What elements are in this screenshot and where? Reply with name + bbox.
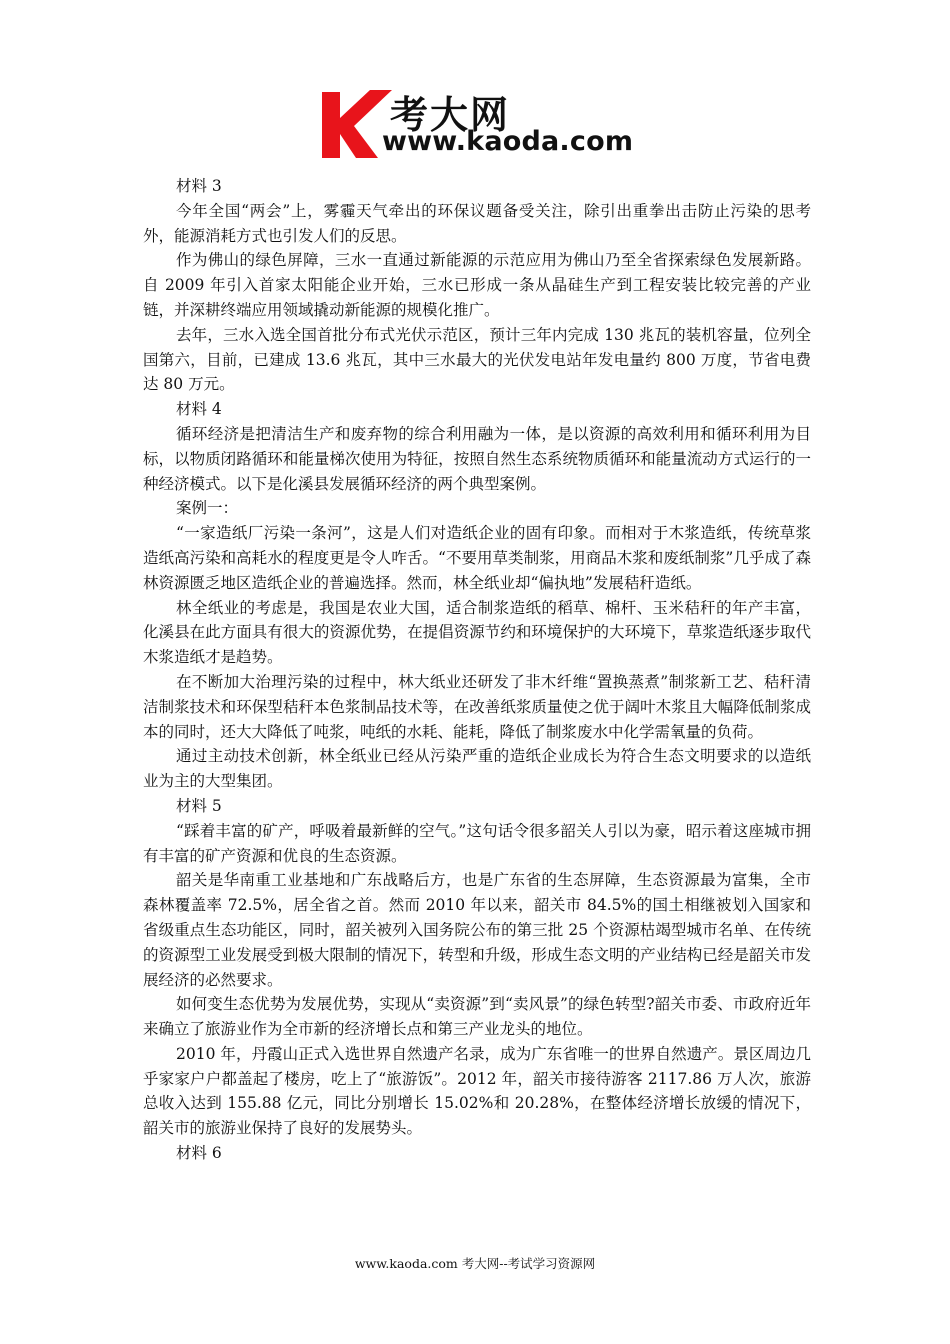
paragraph: 如何变生态优势为发展优势，实现从“卖资源”到“卖风景”的绿色转型?韶关市委、市政府近年来确立了旅游业作为全市新的经济增长点和第三产业龙头的地位。 <box>143 995 811 1039</box>
paragraph: 通过主动技术创新，林全纸业已经从污染严重的造纸企业成长为符合生态文明要求的以造纸业为主的大型集团。 <box>143 747 811 791</box>
logo-chinese-name: 考大网 <box>390 93 511 137</box>
document-body <box>143 174 811 1166</box>
paragraph: 韶关是华南重工业基地和广东战略后方，也是广东省的生态屏障，生态资源最为富集，全市森林覆盖率 72.5%，居全省之首。然而 2010 年以来，韶关市 84.5%的国土相继被划入国家和省级重点生态功能区，同时，韶关被列入国务院公布的第三批 25 个资源枯竭型城市名单、在传统的资源型工业发展受到极大限制的情况下，转型和升级，形成生态文明的产业结构已经是韶关市发展经济的必然要求。 <box>143 871 811 989</box>
page-footer: www.kaoda.com 考大网--考试学习资源网 <box>354 1256 596 1271</box>
paragraph: “一家造纸厂污染一条河”，这是人们对造纸企业的固有印象。而相对于木浆造纸，传统草浆造纸高污染和高耗水的程度更是令人咋舌。“不要用草类制浆，用商品木浆和废纸制浆”几乎成了森林资源匮乏地区造纸企业的普遍选择。然而，林全纸业却“偏执地”发展秸秆造纸。 <box>143 524 811 592</box>
paragraph: “踩着丰富的矿产，呼吸着最新鲜的空气。”这句话令很多韶关人引以为豪，昭示着这座城市拥有丰富的矿产资源和优良的生态资源。 <box>143 821 811 865</box>
section-heading-material-5: 材料 5 <box>176 796 222 815</box>
paragraph: 林全纸业的考虑是，我国是农业大国，适合制浆造纸的稻草、棉杆、玉米秸秆的年产丰富，化溪县在此方面具有很大的资源优势，在提倡资源节约和环境保护的大环境下，草浆造纸逐步取代木浆造纸才是趋势。 <box>143 598 811 667</box>
section-heading-material-3: 材料 3 <box>176 177 222 195</box>
paragraph: 2010 年，丹霞山正式入选世界自然遗产名录，成为广东省唯一的世界自然遗产。景区周边几乎家家户户都盖起了楼房，吃上了“旅游饭”。2012 年，韶关市接待游客 2117.86 万人次，旅游总收入达到 155.88 亿元，同比分别增长 15.02%和 20.28%，在整体经济增长放缓的情况下，韶关市的旅游业保持了良好的发展势头。 <box>143 1044 811 1138</box>
paragraph: 今年全国“两会”上，雾霾天气牵出的环保议题备受关注，除引出重拳出击防止污染的思考外，能源消耗方式也引发人们的反思。 <box>143 201 811 245</box>
case-heading: 案例一： <box>176 499 239 518</box>
section-heading-material-4: 材料 4 <box>176 400 222 419</box>
section-heading-material-6: 材料 6 <box>176 1144 222 1163</box>
paragraph: 在不断加大治理污染的过程中，林大纸业还研发了非木纤维“置换蒸煮”制浆新工艺、秸秆清洁制浆技术和环保型秸秆本色浆制品技术等，在改善纸浆质量使之优于阔叶木浆且大幅降低制浆成本的同时，还大大降低了吨浆，吨纸的水耗、能耗，降低了制浆废水中化学需氧量的负荷。 <box>143 672 811 741</box>
paragraph: 作为佛山的绿色屏障，三水一直通过新能源的示范应用为佛山乃至全省探索绿色发展新路。自 2009 年引入首家太阳能企业开始，三水已形成一条从晶硅生产到工程安装比较完善的产业链，并深耕终端应用领域撬动新能源的规模化推广。 <box>143 251 811 319</box>
paragraph: 去年，三水入选全国首批分布式光伏示范区，预计三年内完成 130 兆瓦的装机容量，位列全国第六，目前，已建成 13.6 兆瓦，其中三水最大的光伏发电站年发电量约 800 万度，节省电费达 80 万元。 <box>143 325 811 394</box>
paragraph: 循环经济是把清洁生产和废弃物的综合利用融为一体，是以资源的高效利用和循环利用为目标，以物质闭路循环和能量梯次使用为特征，按照自然生态系统物质循环和能量流动方式运行的一种经济模式。以下是化溪县发展循环经济的两个典型案例。 <box>143 424 811 493</box>
site-logo <box>318 88 638 160</box>
logo-url-text: www.kaoda.com <box>382 126 634 157</box>
